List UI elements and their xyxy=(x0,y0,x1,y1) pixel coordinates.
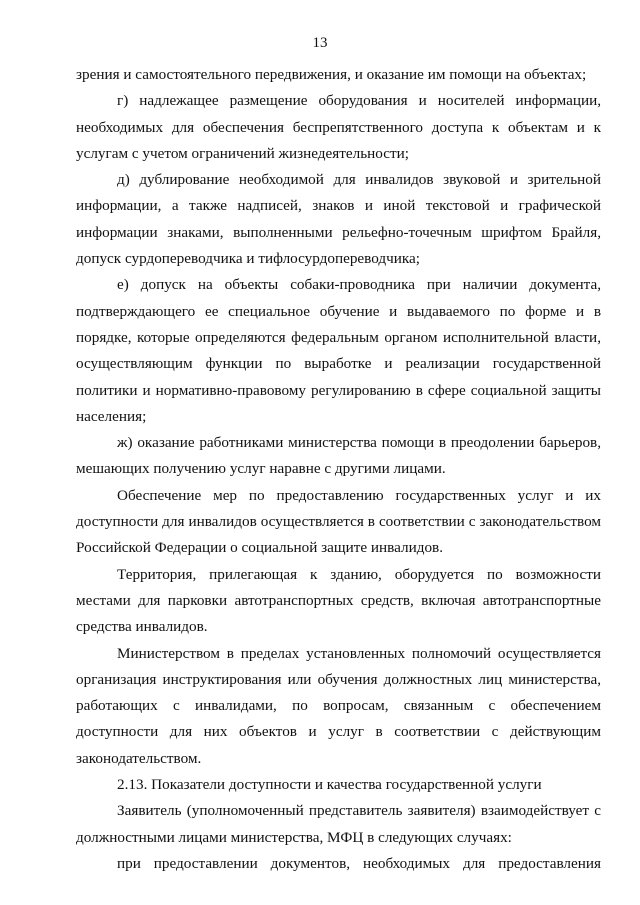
list-item-zh: ж) оказание работниками министерства помощи в преодолении барьеров, мешающих получению услуг наравне с другими лицами. xyxy=(76,434,601,478)
paragraph-parking: Территория, прилегающая к зданию, оборудуется по возможности местами для парковки автотранспортных средств, включая автотранспортные средства инвалидов. xyxy=(76,565,601,636)
paragraph-accessibility-measures: Обеспечение мер по предоставлению государственных услуг и их доступности для инвалидов осуществляется в соответствии с законодательством Российской Федерации о социальной защите инвалидов. xyxy=(76,486,601,557)
paragraph-documents-submission: при предоставлении документов, необходимых для предоставления xyxy=(117,854,601,872)
list-item-g: г) надлежащее размещение оборудования и носителей информации, необходимых для обеспечения беспрепятственного доступа к объектам и к услугам с учетом ограничений жизнедеятельности; xyxy=(76,92,601,162)
paragraph-continuation: зрения и самостоятельного передвижения, и оказание им помощи на объектах; xyxy=(76,66,587,83)
document-body xyxy=(76,62,601,877)
list-item-e: е) допуск на объекты собаки-проводника при наличии документа, подтверждающего ее специальное обучение и выдаваемого по форме и в порядке, которые определяются федеральным органом исполнительной власти, осуществляющим функции по выработке и реализации государственной политики и нормативно-правовому регулированию в сфере социальной защиты населения; xyxy=(76,276,601,425)
paragraph-applicant-interaction: Заявитель (уполномоченный представитель заявителя) взаимодействует с должностными лицами министерства, МФЦ в следующих случаях: xyxy=(76,802,601,846)
paragraph-staff-training: Министерством в пределах установленных полномочий осуществляется организация инструктирования или обучения должностных лиц министерства, работающих с инвалидами, по вопросам, связанным с обеспечением доступности для них объектов и услуг в соответствии с действующим законодательством. xyxy=(76,644,601,767)
section-heading-2-13: 2.13. Показатели доступности и качества государственной услуги xyxy=(117,776,542,794)
list-item-d: д) дублирование необходимой для инвалидов звуковой и зрительной информации, а также надписей, знаков и иной текстовой и графической информации знаками, выполненными рельефно-точечным шрифтом Брайля, допуск сурдопереводчика и тифлосурдопереводчика; xyxy=(76,171,601,268)
page-number: 13 xyxy=(312,35,328,51)
